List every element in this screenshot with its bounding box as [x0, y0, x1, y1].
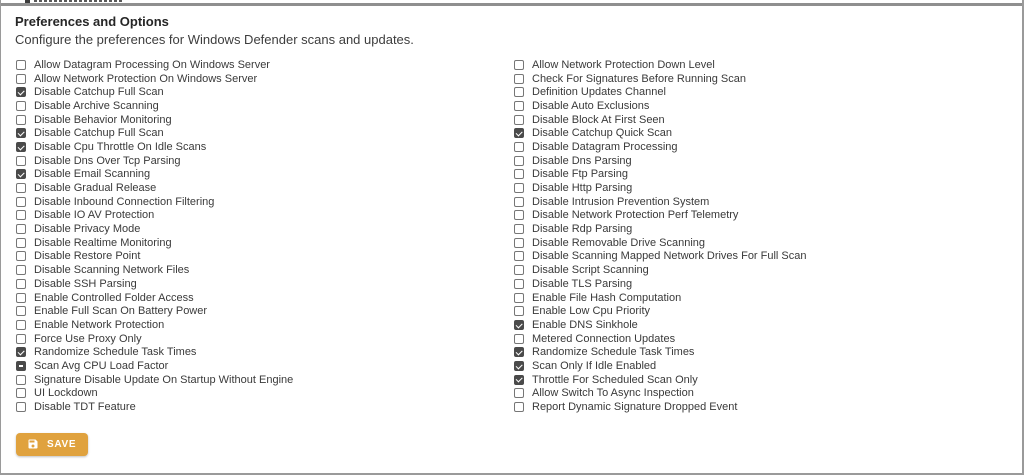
preference-label: Disable Removable Drive Scanning — [532, 236, 706, 249]
checkbox[interactable] — [16, 402, 26, 412]
preference-label: Enable Full Scan On Battery Power — [34, 305, 208, 318]
preference-row[interactable] — [16, 304, 514, 318]
preference-row[interactable] — [16, 72, 514, 86]
preference-row[interactable] — [514, 277, 1020, 291]
preference-row[interactable] — [16, 236, 514, 250]
panel-content — [2, 6, 1020, 471]
preference-label: Enable Low Cpu Priority — [532, 305, 651, 318]
preference-row[interactable] — [514, 126, 1020, 140]
preference-row[interactable] — [16, 332, 514, 346]
checkbox[interactable] — [16, 279, 26, 289]
preference-row[interactable] — [16, 85, 514, 99]
checkbox[interactable] — [514, 197, 524, 207]
preference-label: Randomize Schedule Task Times — [34, 346, 197, 359]
checkbox[interactable] — [16, 361, 26, 371]
preference-label: Disable Privacy Mode — [34, 223, 141, 236]
preference-label: Disable Catchup Full Scan — [34, 86, 164, 99]
preference-row[interactable] — [16, 181, 514, 195]
preference-row[interactable] — [514, 291, 1020, 305]
preference-row[interactable] — [16, 277, 514, 291]
checkbox[interactable] — [16, 265, 26, 275]
preference-label: Disable Cpu Throttle On Idle Scans — [34, 140, 207, 153]
checkbox[interactable] — [514, 156, 524, 166]
preference-label: Disable Ftp Parsing — [532, 168, 628, 181]
preferences-columns — [16, 58, 1020, 414]
checkbox[interactable] — [16, 238, 26, 248]
floppy-disk-icon — [27, 438, 39, 450]
preference-label: Disable Behavior Monitoring — [34, 113, 172, 126]
preference-label: Throttle For Scheduled Scan Only — [532, 373, 698, 386]
checkbox[interactable] — [514, 347, 524, 357]
save-button[interactable] — [16, 433, 88, 456]
checkbox[interactable] — [16, 101, 26, 111]
checkbox[interactable] — [514, 265, 524, 275]
preference-label: Disable Dns Parsing — [532, 154, 632, 167]
preference-row[interactable] — [514, 263, 1020, 277]
preference-row[interactable] — [16, 318, 514, 332]
preference-row[interactable] — [16, 195, 514, 209]
preference-label: UI Lockdown — [34, 387, 98, 400]
checkbox[interactable] — [16, 128, 26, 138]
preference-label: Disable Inbound Connection Filtering — [34, 195, 215, 208]
preference-row[interactable] — [514, 318, 1020, 332]
checkbox[interactable] — [514, 224, 524, 234]
preference-row[interactable] — [514, 400, 1020, 414]
preference-label: Disable Network Protection Perf Telemetry — [532, 209, 739, 222]
preference-label: Disable Script Scanning — [532, 264, 649, 277]
checkbox[interactable] — [16, 388, 26, 398]
preference-row[interactable] — [514, 140, 1020, 154]
preference-row[interactable] — [16, 263, 514, 277]
preference-row[interactable] — [514, 72, 1020, 86]
preference-label: Enable Network Protection — [34, 318, 165, 331]
preference-row[interactable] — [514, 168, 1020, 182]
preference-label: Metered Connection Updates — [532, 332, 676, 345]
checkbox[interactable] — [514, 115, 524, 125]
preference-label: Disable Rdp Parsing — [532, 223, 633, 236]
checkbox[interactable] — [514, 375, 524, 385]
preference-label: Disable IO AV Protection — [34, 209, 155, 222]
preference-row[interactable] — [16, 359, 514, 373]
preference-row[interactable] — [514, 154, 1020, 168]
preference-row[interactable] — [16, 99, 514, 113]
preference-row[interactable] — [16, 113, 514, 127]
preference-row[interactable] — [514, 332, 1020, 346]
preference-label: Enable File Hash Computation — [532, 291, 682, 304]
checkbox[interactable] — [514, 388, 524, 398]
preference-label: Disable Http Parsing — [532, 182, 633, 195]
checkbox[interactable] — [514, 210, 524, 220]
checkbox[interactable] — [16, 197, 26, 207]
preference-label: Disable Restore Point — [34, 250, 141, 263]
preference-label: Disable Dns Over Tcp Parsing — [34, 154, 181, 167]
checkbox[interactable] — [16, 74, 26, 84]
preference-row[interactable] — [514, 99, 1020, 113]
preference-row[interactable] — [16, 126, 514, 140]
checkbox[interactable] — [16, 293, 26, 303]
preference-label: Allow Network Protection On Windows Server — [34, 72, 258, 85]
preference-label: Disable Block At First Seen — [532, 113, 665, 126]
preference-row[interactable] — [514, 373, 1020, 387]
checkbox[interactable] — [514, 74, 524, 84]
preference-row[interactable] — [514, 113, 1020, 127]
preference-label: Force Use Proxy Only — [34, 332, 142, 345]
preference-label: Definition Updates Channel — [532, 86, 666, 99]
preference-row[interactable] — [514, 222, 1020, 236]
checkbox[interactable] — [16, 306, 26, 316]
preference-row[interactable] — [16, 168, 514, 182]
preference-label: Disable Intrusion Prevention System — [532, 195, 710, 208]
page-subtitle: Configure the preferences for Windows Defender scans and updates. — [15, 32, 414, 47]
checkbox[interactable] — [514, 251, 524, 261]
preference-label: Disable Archive Scanning — [34, 99, 159, 112]
preference-label: Report Dynamic Signature Dropped Event — [532, 401, 738, 414]
preference-label: Disable Gradual Release — [34, 182, 157, 195]
preference-label: Disable TDT Feature — [34, 401, 136, 414]
preference-row[interactable] — [514, 181, 1020, 195]
checkbox[interactable] — [514, 361, 524, 371]
checkbox[interactable] — [16, 375, 26, 385]
preference-label: Disable Datagram Processing — [532, 140, 678, 153]
checkbox[interactable] — [514, 293, 524, 303]
preference-row[interactable] — [16, 58, 514, 72]
checkbox[interactable] — [16, 183, 26, 193]
preference-label: Enable Controlled Folder Access — [34, 291, 194, 304]
preference-row[interactable] — [514, 195, 1020, 209]
preference-row[interactable] — [514, 345, 1020, 359]
preference-label: Disable Realtime Monitoring — [34, 236, 172, 249]
preference-label: Allow Datagram Processing On Windows Server — [34, 58, 270, 71]
preference-label: Allow Switch To Async Inspection — [532, 387, 694, 400]
preference-label: Allow Network Protection Down Level — [532, 58, 715, 71]
checkbox[interactable] — [514, 402, 524, 412]
preference-row[interactable] — [16, 373, 514, 387]
preference-label: Disable Email Scanning — [34, 168, 151, 181]
checkbox[interactable] — [514, 320, 524, 330]
preference-row[interactable] — [16, 209, 514, 223]
preference-row[interactable] — [16, 154, 514, 168]
preference-label: Disable Scanning Network Files — [34, 264, 190, 277]
preference-row[interactable] — [514, 250, 1020, 264]
preference-row[interactable] — [514, 236, 1020, 250]
checkbox[interactable] — [16, 210, 26, 220]
preference-label: Scan Only If Idle Enabled — [532, 359, 657, 372]
preference-row[interactable] — [16, 222, 514, 236]
preference-row[interactable] — [16, 345, 514, 359]
preference-row[interactable] — [16, 291, 514, 305]
preference-row[interactable] — [514, 209, 1020, 223]
preference-label: Randomize Schedule Task Times — [532, 346, 695, 359]
preference-row[interactable] — [16, 250, 514, 264]
preference-row[interactable] — [514, 85, 1020, 99]
checkbox[interactable] — [16, 87, 26, 97]
checkbox[interactable] — [16, 115, 26, 125]
checkbox[interactable] — [514, 87, 524, 97]
checkbox[interactable] — [514, 238, 524, 248]
checkbox[interactable] — [16, 320, 26, 330]
checkbox[interactable] — [16, 224, 26, 234]
checkbox[interactable] — [16, 334, 26, 344]
preference-label: Disable Scanning Mapped Network Drives For Full Scan — [532, 250, 807, 263]
checkbox[interactable] — [16, 169, 26, 179]
preference-label: Disable Auto Exclusions — [532, 99, 650, 112]
preference-row[interactable] — [16, 140, 514, 154]
preference-label: Disable SSH Parsing — [34, 277, 137, 290]
checkbox[interactable] — [514, 128, 524, 138]
preference-label: Enable DNS Sinkhole — [532, 318, 638, 331]
checkbox[interactable] — [16, 251, 26, 261]
preference-label: Signature Disable Update On Startup Without Engine — [34, 373, 294, 386]
save-button-label: SAVE — [47, 438, 77, 450]
preference-label: Disable Catchup Full Scan — [34, 127, 164, 140]
preference-row[interactable] — [16, 400, 514, 414]
checkbox[interactable] — [16, 60, 26, 70]
checkbox[interactable] — [514, 142, 524, 152]
checkbox[interactable] — [514, 279, 524, 289]
preference-row[interactable] — [16, 387, 514, 401]
checkbox[interactable] — [16, 156, 26, 166]
checkbox[interactable] — [16, 142, 26, 152]
preference-row[interactable] — [514, 359, 1020, 373]
preference-row[interactable] — [514, 304, 1020, 318]
checkbox[interactable] — [514, 306, 524, 316]
checkbox[interactable] — [514, 183, 524, 193]
checkbox[interactable] — [514, 169, 524, 179]
checkbox[interactable] — [514, 60, 524, 70]
preference-label: Scan Avg CPU Load Factor — [34, 359, 169, 372]
preference-row[interactable] — [514, 58, 1020, 72]
checkbox[interactable] — [514, 101, 524, 111]
preference-row[interactable] — [514, 387, 1020, 401]
page-title: Preferences and Options — [15, 14, 169, 29]
checkbox[interactable] — [16, 347, 26, 357]
clipped-text-fragment — [34, 0, 124, 2]
preference-label: Disable Catchup Quick Scan — [532, 127, 673, 140]
preference-label: Disable TLS Parsing — [532, 277, 633, 290]
preferences-column-left — [16, 58, 514, 414]
checkbox[interactable] — [514, 334, 524, 344]
preference-label: Check For Signatures Before Running Scan — [532, 72, 747, 85]
preferences-column-right — [514, 58, 1020, 414]
